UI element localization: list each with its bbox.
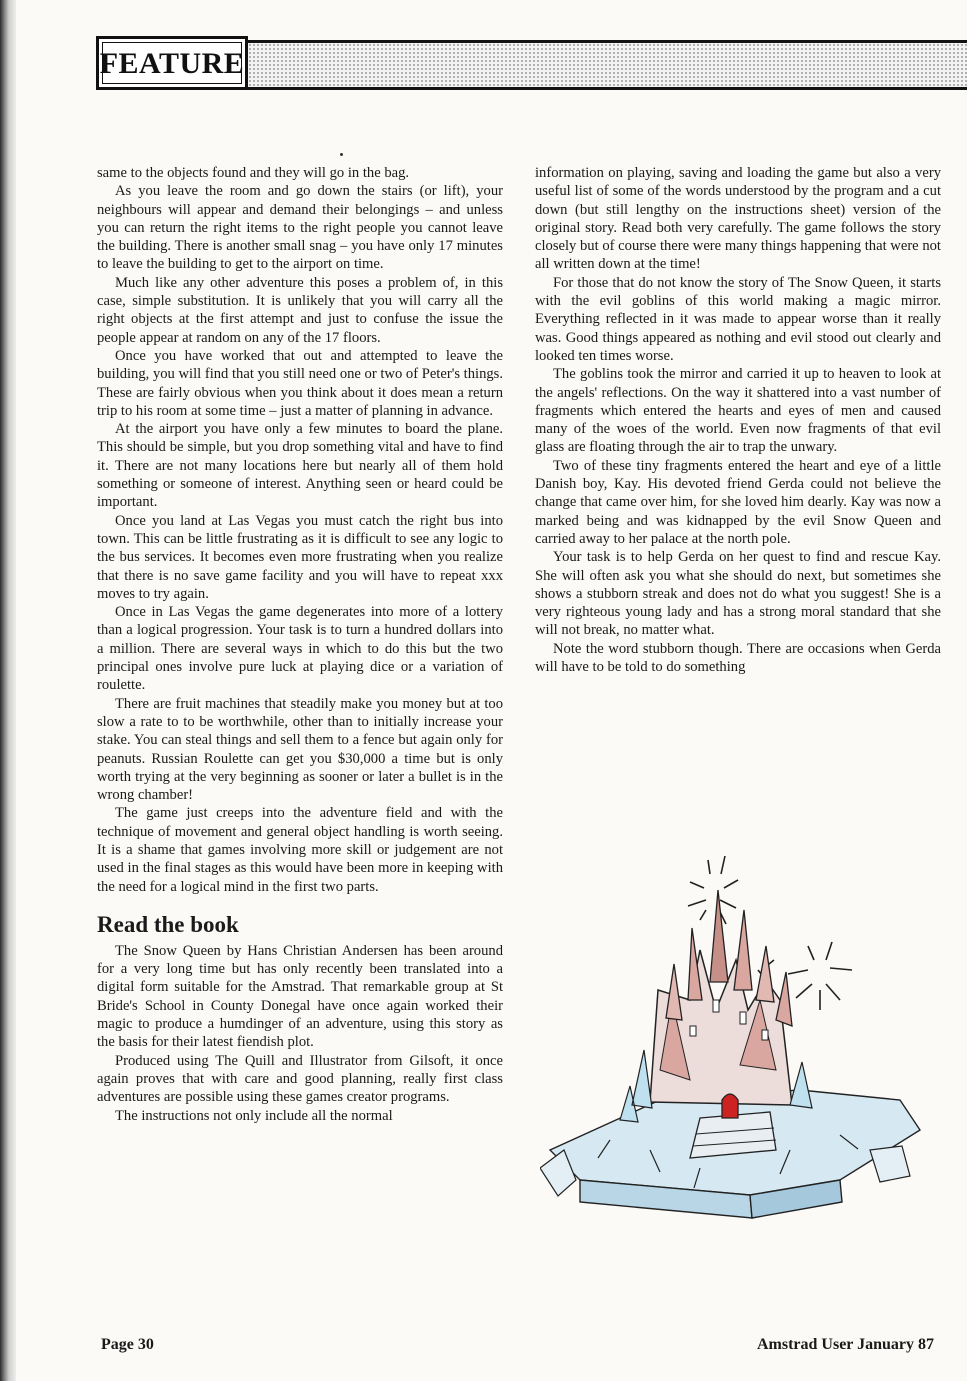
paragraph: Two of these tiny fragments entered the heart and eye of a little Danish boy, Kay. His devoted friend Gerda could not believe the change that came over him, for she loved him dearly. Kay was now a marked being and was kidnapped by the evil Snow Queen and carried away to her palace at the north pole.: [535, 457, 941, 547]
paragraph: Once you land at Las Vegas you must catch the right bus into town. This can be little frustrating as it is difficult to see any logic to the bus services. It becomes even more frustrating when you realize that there is no save game facility and you will have to repeat xxx moves to try again.: [97, 512, 503, 602]
print-speck: [340, 153, 343, 156]
paragraph: Once in Las Vegas the game degenerates into more of a lottery than a logical progression. Your task is to turn a hundred dollars into a million. There are several ways in which to do this but the two principal ones involve pure luck at playing dice or a variation of roulette.: [97, 604, 503, 694]
section-label: FEATURE: [99, 47, 245, 80]
left-column: [97, 164, 503, 1125]
paragraph: Once you have worked that out and attempted to leave the building, you will find that you still need one or two of Peter's things. These are fairly obvious when you think about it does mean a return trip to his room at some time – just a matter of planning in advance.: [97, 347, 503, 419]
paragraph: Your task is to help Gerda on her quest to find and rescue Kay. She will often ask you what she should do next, but sometimes she shows a stubborn streak and does not do what you suggest! She is a very righteous young lady and has a strong moral standard that she will not break, no matter what.: [535, 549, 941, 639]
feature-label-box: [96, 36, 248, 90]
paragraph: Produced using The Quill and Illustrator from Gilsoft, it once again proves that with care and good planning, really first class adventures are possible using these games creator programs.: [97, 1052, 503, 1106]
paragraph: Much like any other adventure this poses a problem of, in this case, simple substitution. It is unlikely that you will carry all the right objects at the first attempt and just to confuse the issue the people appear at random on any of the 17 floors.: [97, 274, 503, 346]
castle-door: [722, 1094, 738, 1118]
paragraph: For those that do not know the story of The Snow Queen, it starts with the evil goblins of this world making a magic mirror. Everything reflected in it was made to appear worse than it really was. Good things appeared as nothing and evil stood out clearly and looked ten times worse.: [535, 274, 941, 364]
paragraph: Note the word stubborn though. There are occasions when Gerda will have to be told to do something: [535, 640, 941, 676]
paragraph: same to the objects found and they will go in the bag.: [97, 165, 410, 181]
paragraph: information on playing, saving and loading the game but also a very useful list of some of the words understood by the program and a cut down (but still lengthy on the instructions sheet) version of the original story. Read both very carefully. The game follows the story closely but of course there were many things happening that were not all written down at the time!: [535, 165, 941, 273]
snow-queen-castle-icon: [540, 850, 940, 1260]
paragraph: The instructions not only include all the normal: [115, 1107, 393, 1124]
magazine-issue: Amstrad User January 87: [756, 1336, 934, 1353]
paragraph: The Snow Queen by Hans Christian Andersen has been around for a very long time but has only recently been translated into a digital form suitable for the Amstrad. That remarkable group at St Bride's School in County Donegal have once again worked their magic to produce a humdinger of an adventure, using this story as the basis for their latest fiendish plot.: [97, 942, 503, 1051]
binding-edge: [0, 0, 16, 1381]
right-column: [535, 164, 941, 676]
page-number: Page 30: [101, 1336, 154, 1353]
paragraph: At the airport you have only a few minutes to board the plane. This should be simple, but you drop something vital and have to find it. There are not many locations here but nearly all of them hold something or someone of interest. Anything seen or heard could be important.: [97, 421, 503, 511]
paragraph: There are fruit machines that steadily make you money but at too slow a rate to to be worthwhile, other than to initially increase your stake. You can steal things and sell them to a fence but again only for peanuts. Russian Roulette can get you $30,000 a time but is only worth trying at the very beginning as sooner or later a bullet is in the wrong chamber!: [97, 695, 503, 804]
paragraph: As you leave the room and go down the stairs (or lift), your neighbours will appear and demand their belongings – and unless you can return the right items to the right people you cannot leave the building. There is another small snag – you have only 17 minutes to leave the building to get to the airport on time.: [97, 183, 503, 273]
subheading: Read the book: [97, 911, 239, 937]
paragraph: The goblins took the mirror and carried it up to heaven to look at the angels' reflections. On the way it shattered into a vast number of fragments which entered the hearts and eyes of men and caused many of the woes of the world. Even now fragments of that evil glass are floating through the air to trap the unwary.: [535, 366, 941, 456]
paragraph: The game just creeps into the adventure field and with the technique of movement and general object handling is worth seeing. It is a shame that games involving more skill or judgement are not used in the final stages as this would have been more in keeping with the need for a logical mind in the first two parts.: [97, 805, 503, 895]
